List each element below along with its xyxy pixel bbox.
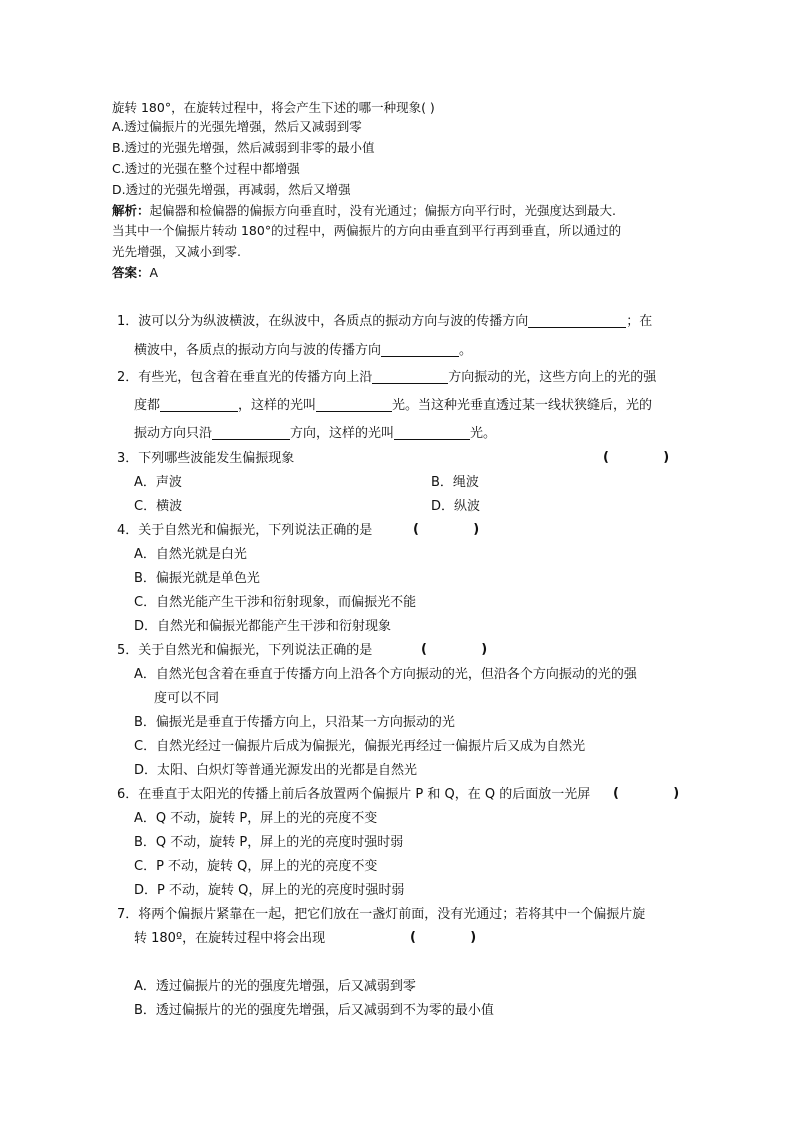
q4-option-c: C．自然光能产生干涉和衍射现象，而偏振光不能 — [134, 595, 417, 610]
q2-text-d: ，这样的光叫 — [238, 398, 317, 413]
q3-option-d: D．纵波 — [431, 499, 481, 514]
q3-option-b: B．绳波 — [431, 475, 479, 490]
q1-blank-2 — [381, 342, 459, 357]
q3-option-a: A．声波 — [134, 475, 182, 490]
intro-option-c: C.透过的光强在整个过程中都增强 — [112, 161, 300, 176]
q1-text-b: ；在 — [626, 314, 653, 329]
q6-option-c: C．P 不动，旋转 Q，屏上的光的亮度不变 — [134, 859, 378, 874]
analysis-line-2: 当其中一个偏振片转动 180°的过程中，两偏振片的方向由垂直到平行再到垂直，所以通过的 — [112, 223, 622, 238]
q7-option-a: A．透过偏振片的光的强度先增强，后又减弱到零 — [134, 979, 416, 994]
q2-text-a: 2．有些光，包含着在垂直光的传播方向上沿 — [117, 370, 373, 385]
q1-text-c: 横波中，各质点的振动方向与波的传播方向 — [134, 343, 382, 358]
q2-text-g: 方向，这样的光叫 — [290, 426, 395, 441]
analysis-line-3: 光先增强，又减小到零. — [112, 244, 241, 259]
answer-line — [112, 264, 158, 282]
q6-stem: 6．在垂直于太阳光的传播上前后各放置两个偏振片 P 和 Q，在 Q 的后面放一光屏 — [117, 787, 591, 802]
intro-stem: 旋转 180°，在旋转过程中，将会产生下述的哪一种现象( ) — [112, 100, 435, 115]
q2-line-3 — [134, 425, 496, 443]
q1-line-1 — [117, 313, 652, 331]
q2-text-c: 度都 — [134, 398, 161, 413]
q7-line-2: 转 180º，在旋转过程中将会出现 — [134, 931, 326, 946]
q6-answer-paren: ( ) — [613, 786, 680, 801]
analysis-text-1: 起偏器和检偏器的偏振方向垂直时，没有光通过；偏振方向平行时，光强度达到最大. — [149, 203, 616, 218]
answer-value: A — [149, 265, 159, 280]
q1-text-a: 1．波可以分为纵波横波，在纵波中，各质点的振动方向与波的传播方向 — [117, 314, 529, 329]
q1-blank-1 — [528, 313, 626, 328]
q2-blank-4 — [212, 425, 290, 440]
intro-option-d: D.透过的光强先增强，再减弱，然后又增强 — [112, 182, 351, 197]
q6-option-d: D．P 不动，旋转 Q，屏上的光的亮度时强时弱 — [134, 883, 405, 898]
q2-line-1 — [117, 369, 656, 387]
q2-text-h: 光。 — [470, 426, 497, 441]
intro-option-a: A.透过偏振片的光强先增强，然后又减弱到零 — [112, 119, 362, 134]
q2-text-e: 光。当这种光垂直透过某一线状狭缝后，光的 — [392, 398, 653, 413]
analysis-label: 解析： — [112, 203, 150, 218]
intro-option-b: B.透过的光强先增强，然后减弱到非零的最小值 — [112, 140, 375, 155]
q5-answer-paren: ( ) — [421, 642, 488, 657]
q5-option-c: C．自然光经过一偏振片后成为偏振光，偏振光再经过一偏振片后又成为自然光 — [134, 739, 586, 754]
q4-answer-paren: ( ) — [413, 522, 480, 537]
q4-stem: 4．关于自然光和偏振光，下列说法正确的是 — [117, 523, 373, 538]
q5-option-a-line-2: 度可以不同 — [154, 691, 220, 706]
q4-option-a: A．自然光就是白光 — [134, 547, 247, 562]
q2-blank-5 — [394, 425, 470, 440]
q3-stem: 3．下列哪些波能发生偏振现象 — [117, 451, 295, 466]
q2-text-f: 振动方向只沿 — [134, 426, 213, 441]
q6-option-a: A．Q 不动，旋转 P，屏上的光的亮度不变 — [134, 811, 378, 826]
q4-option-b: B．偏振光就是单色光 — [134, 571, 260, 586]
q1-line-2 — [134, 342, 472, 360]
q2-line-2 — [134, 397, 652, 415]
q4-option-d: D．自然光和偏振光都能产生干涉和衍射现象 — [134, 619, 392, 634]
q5-option-a-line-1: A．自然光包含着在垂直于传播方向上沿各个方向振动的光，但沿各个方向振动的光的强 — [134, 667, 637, 682]
q5-stem: 5．关于自然光和偏振光，下列说法正确的是 — [117, 643, 373, 658]
q7-answer-paren: ( ) — [410, 930, 477, 945]
answer-label: 答案： — [112, 265, 150, 280]
q5-option-d: D．太阳、白炽灯等普通光源发出的光都是自然光 — [134, 763, 418, 778]
q2-text-b: 方向振动的光，这些方向上的光的强 — [448, 370, 657, 385]
q3-answer-paren: ( ) — [603, 450, 670, 465]
analysis-line-1 — [112, 202, 616, 220]
q7-line-1: 7．将两个偏振片紧靠在一起，把它们放在一盏灯前面，没有光通过；若将其中一个偏振片旋 — [117, 907, 646, 922]
q7-option-b: B．透过偏振片的光的强度先增强，后又减弱到不为零的最小值 — [134, 1003, 494, 1018]
q5-option-b: B．偏振光是垂直于传播方向上，只沿某一方向振动的光 — [134, 715, 455, 730]
q2-blank-2 — [160, 397, 238, 412]
q2-blank-1 — [372, 369, 448, 384]
q1-text-d: 。 — [459, 343, 473, 358]
q3-option-c: C．横波 — [134, 499, 183, 514]
q2-blank-3 — [316, 397, 392, 412]
q6-option-b: B．Q 不动，旋转 P，屏上的光的亮度时强时弱 — [134, 835, 404, 850]
